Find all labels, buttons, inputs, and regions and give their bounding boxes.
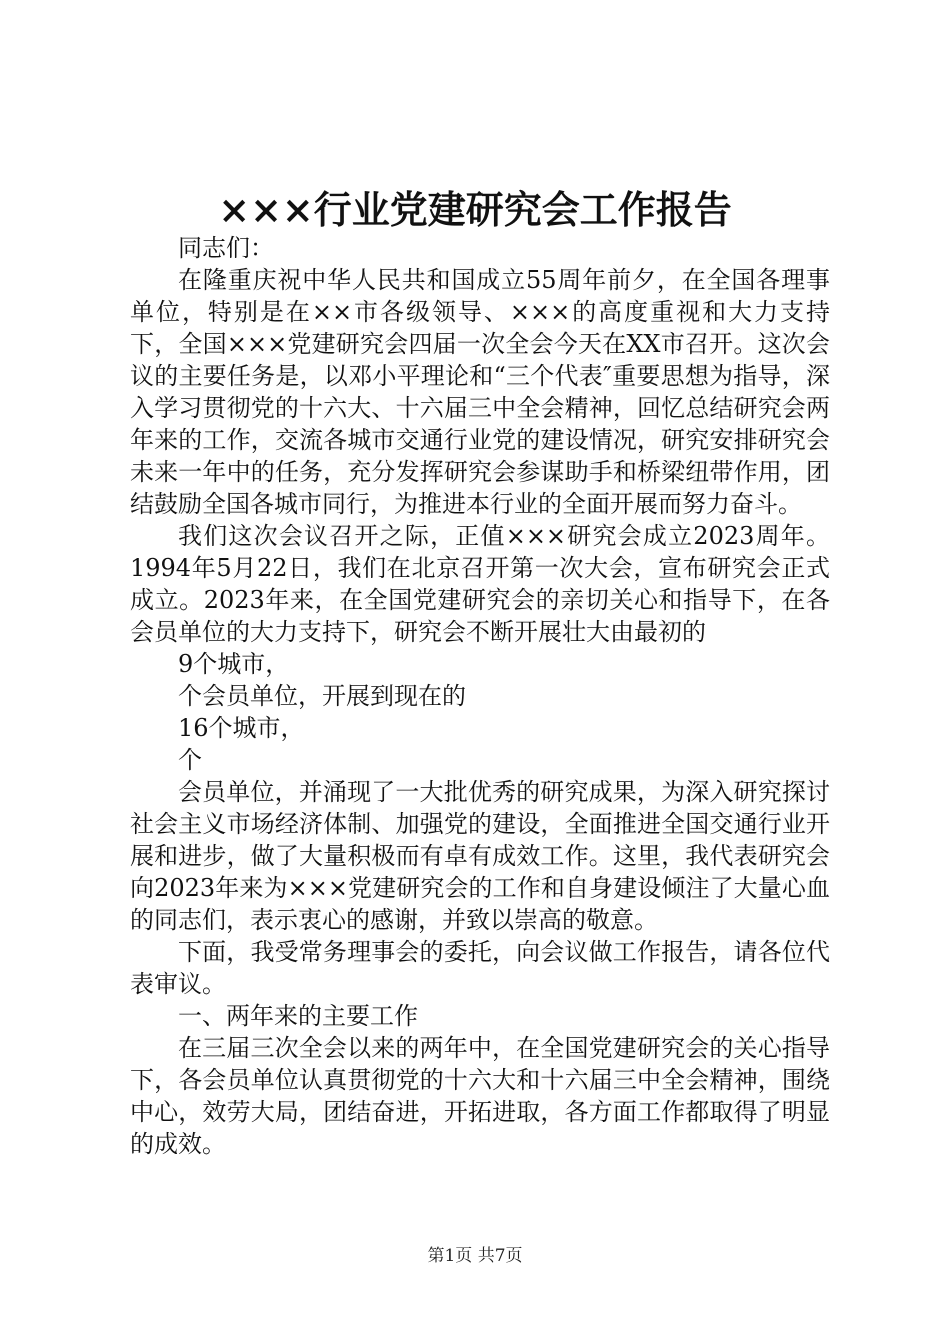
paragraph-3: 会员单位，并涌现了一大批优秀的研究成果，为深入研究探讨社会主义市场经济体制、加强党的建设，全面推进全国交通行业开展和进步，做了大量积极而有卓有成效工作。这里，我代表研究会向2023年来为×××党建研究会的工作和自身建设倾注了大量心血的同志们，表示衷心的感谢，并致以崇高的敬意。 [130,778,830,934]
paragraph-5: 在三届三次全会以来的两年中，在全国党建研究会的关心指导下，各会员单位认真贯彻党的十六大和十六届三中全会精神，围绕中心，效劳大局，团结奋进，开拓进取，各方面工作都取得了明显的成效。 [130,1034,830,1158]
page-title: ×××行业党建研究会工作报告 [218,187,732,232]
paragraph-2: 我们这次会议召开之际，正值×××研究会成立2023周年。1994年5月22日，我们在北京召开第一次大会，宣布研究会正式成立。2023年来，在全国党建研究会的亲切关心和指导下，在各会员单位的大力支持下，研究会不断开展壮大由最初的 [130,522,830,646]
document-body [130,232,830,1160]
list-line-1: 9个城市， [178,650,290,678]
paragraph-4: 下面，我受常务理事会的委托，向会议做工作报告，请各位代表审议。 [130,938,830,998]
list-line-3: 16个城市， [178,714,305,742]
page-footer: 第1页 共7页 [427,1246,523,1266]
paragraph-1: 在隆重庆祝中华人民共和国成立55周年前夕，在全国各理事单位，特别是在××市各级领导、×××的高度重视和大力支持下，全国×××党建研究会四届一次全会今天在XX市召开。这次会议的主要任务是，以邓小平理论和“三个代表″重要思想为指导，深入学习贯彻党的十六大、十六届三中全会精神，回忆总结研究会两年来的工作，交流各城市交通行业党的建设情况，研究安排研究会未来一年中的任务，充分发挥研究会参谋助手和桥梁纽带作用，团结鼓励全国各城市同行，为推进本行业的全面开展而努力奋斗。 [130,266,830,518]
list-line-2: 个会员单位，开展到现在的 [178,682,466,710]
section-heading: 一、两年来的主要工作 [178,1002,418,1030]
list-line-4: 个 [178,746,202,774]
salutation: 同志们： [178,234,274,262]
